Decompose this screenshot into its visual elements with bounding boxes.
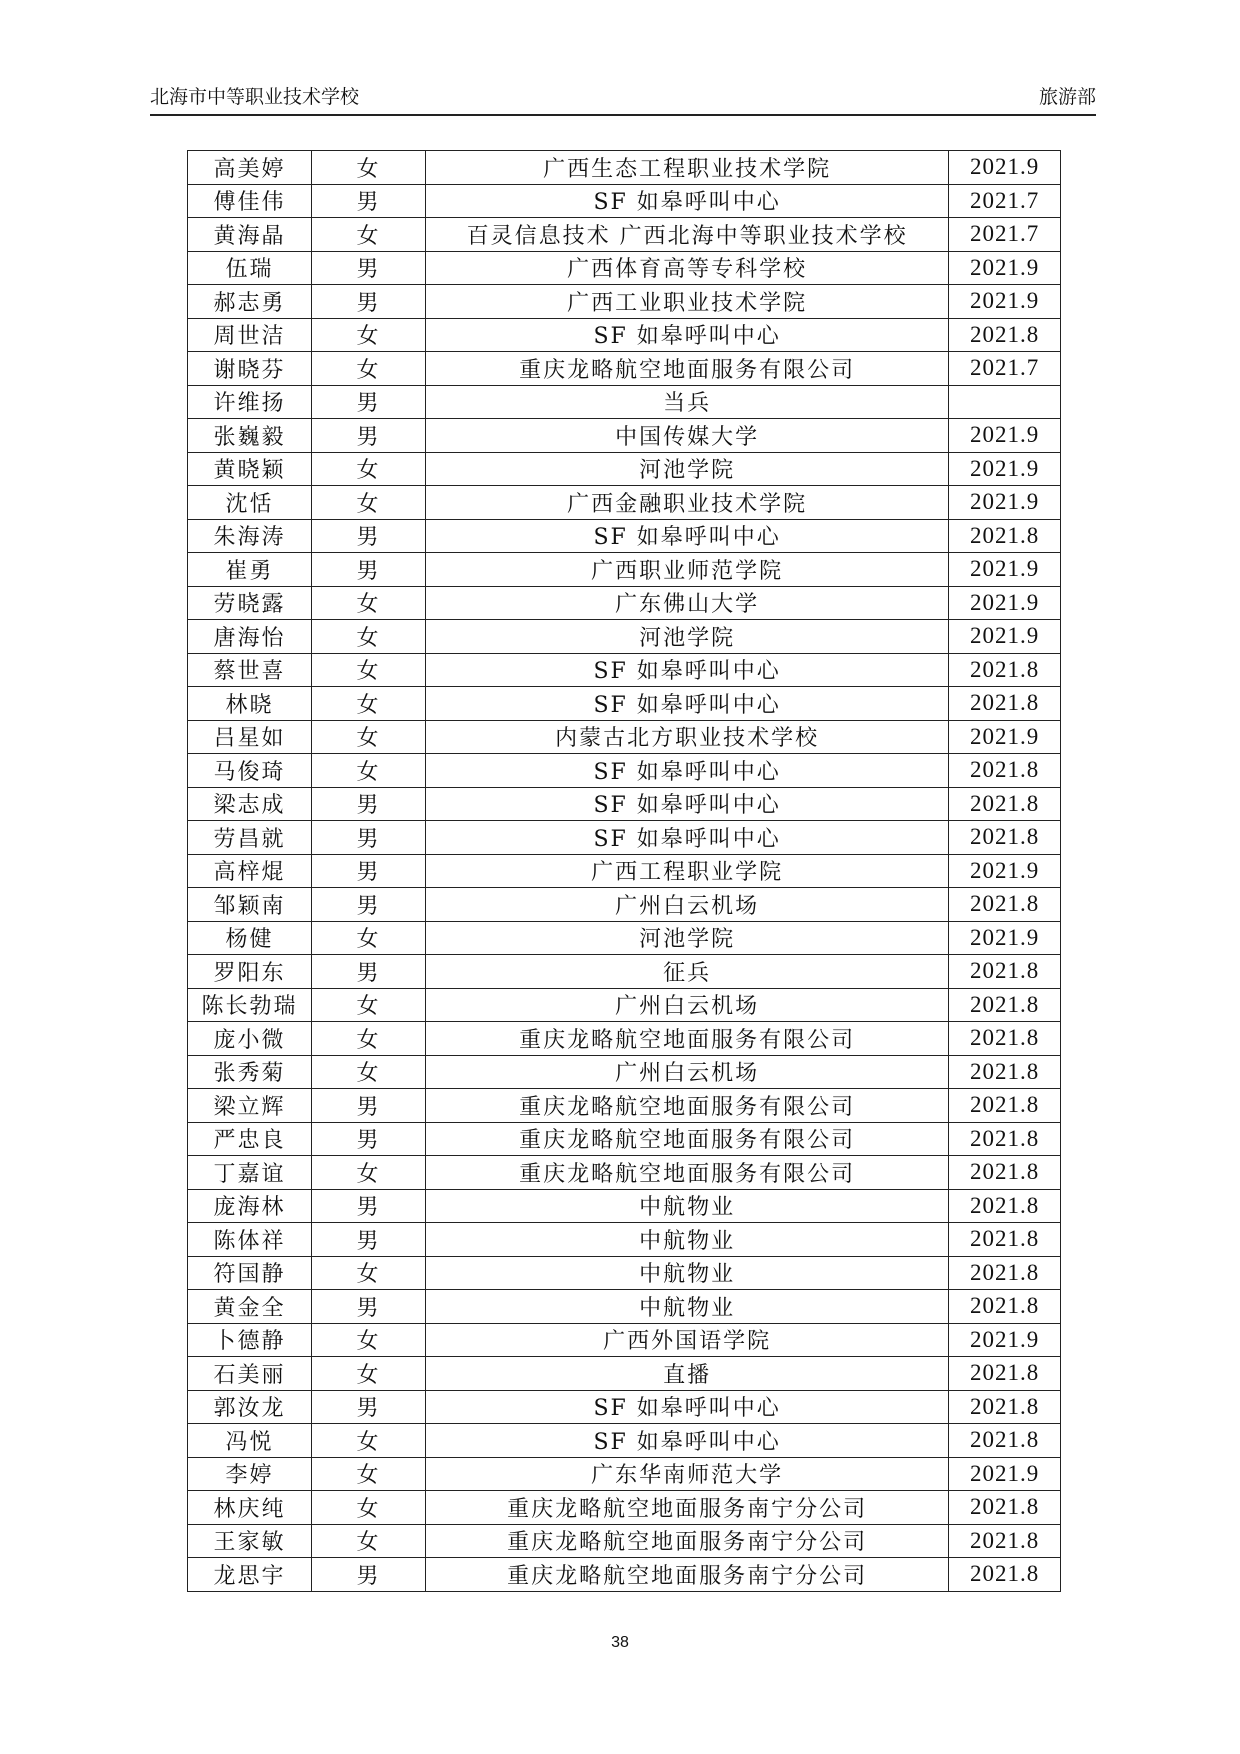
date-cell: 2021.9	[949, 553, 1061, 587]
table-row	[188, 1122, 1061, 1156]
date-cell: 2021.8	[949, 687, 1061, 721]
gender-cell: 女	[312, 1424, 426, 1458]
destination-cell: 中国传媒大学	[425, 419, 948, 453]
destination-cell: 广西工业职业技术学院	[425, 285, 948, 319]
table-row	[188, 352, 1061, 386]
date-cell: 2021.8	[949, 653, 1061, 687]
date-cell: 2021.8	[949, 955, 1061, 989]
table-row	[188, 1022, 1061, 1056]
table-row	[188, 787, 1061, 821]
date-cell: 2021.9	[949, 620, 1061, 654]
date-cell: 2021.8	[949, 787, 1061, 821]
gender-cell: 男	[312, 251, 426, 285]
date-cell: 2021.8	[949, 1189, 1061, 1223]
destination-cell: 征兵	[425, 955, 948, 989]
destination-cell: 河池学院	[425, 452, 948, 486]
destination-cell: 广东华南师范大学	[425, 1457, 948, 1491]
destination-cell: 广西生态工程职业技术学院	[425, 151, 948, 185]
destination-cell: SF 如皋呼叫中心	[425, 519, 948, 553]
gender-cell: 女	[312, 720, 426, 754]
student-name-cell: 丁嘉谊	[188, 1156, 312, 1190]
student-name-cell: 罗阳东	[188, 955, 312, 989]
date-cell: 2021.8	[949, 1122, 1061, 1156]
date-cell: 2021.8	[949, 318, 1061, 352]
student-name-cell: 郭汝龙	[188, 1390, 312, 1424]
page-number: 38	[611, 1634, 629, 1651]
date-cell: 2021.9	[949, 854, 1061, 888]
gender-cell: 女	[312, 653, 426, 687]
gender-cell: 男	[312, 1558, 426, 1592]
table-row	[188, 586, 1061, 620]
date-cell	[949, 385, 1061, 419]
student-name-cell: 高梓焜	[188, 854, 312, 888]
date-cell: 2021.9	[949, 1323, 1061, 1357]
date-cell: 2021.7	[949, 184, 1061, 218]
table-row	[188, 720, 1061, 754]
table-row	[188, 318, 1061, 352]
student-name-cell: 吕星如	[188, 720, 312, 754]
student-name-cell: 黄晓颖	[188, 452, 312, 486]
date-cell: 2021.8	[949, 1558, 1061, 1592]
gender-cell: 女	[312, 1055, 426, 1089]
date-cell: 2021.8	[949, 1256, 1061, 1290]
gender-cell: 女	[312, 318, 426, 352]
student-name-cell: 许维扬	[188, 385, 312, 419]
destination-cell: 广州白云机场	[425, 1055, 948, 1089]
destination-cell: SF 如皋呼叫中心	[425, 1390, 948, 1424]
destination-cell: 广西体育高等专科学校	[425, 251, 948, 285]
student-name-cell: 庞海林	[188, 1189, 312, 1223]
gender-cell: 男	[312, 1390, 426, 1424]
student-name-cell: 冯悦	[188, 1424, 312, 1458]
gender-cell: 女	[312, 1022, 426, 1056]
date-cell: 2021.9	[949, 720, 1061, 754]
gender-cell: 女	[312, 151, 426, 185]
date-cell: 2021.8	[949, 821, 1061, 855]
destination-cell: 内蒙古北方职业技术学校	[425, 720, 948, 754]
table-row	[188, 218, 1061, 252]
table-row	[188, 1390, 1061, 1424]
table-row	[188, 519, 1061, 553]
table-row	[188, 1491, 1061, 1525]
gender-cell: 男	[312, 419, 426, 453]
student-name-cell: 石美丽	[188, 1357, 312, 1391]
date-cell: 2021.9	[949, 486, 1061, 520]
gender-cell: 男	[312, 519, 426, 553]
student-name-cell: 黄海晶	[188, 218, 312, 252]
gender-cell: 男	[312, 553, 426, 587]
destination-cell: SF 如皋呼叫中心	[425, 653, 948, 687]
table-row	[188, 285, 1061, 319]
destination-cell: SF 如皋呼叫中心	[425, 184, 948, 218]
table-row	[188, 251, 1061, 285]
gender-cell: 女	[312, 1491, 426, 1525]
student-name-cell: 黄金全	[188, 1290, 312, 1324]
date-cell: 2021.9	[949, 452, 1061, 486]
destination-cell: SF 如皋呼叫中心	[425, 787, 948, 821]
student-name-cell: 傅佳伟	[188, 184, 312, 218]
table-row	[188, 151, 1061, 185]
gender-cell: 女	[312, 1357, 426, 1391]
date-cell: 2021.7	[949, 218, 1061, 252]
student-name-cell: 梁立辉	[188, 1089, 312, 1123]
table-row	[188, 888, 1061, 922]
gender-cell: 男	[312, 184, 426, 218]
table-row	[188, 1457, 1061, 1491]
student-name-cell: 邹颖南	[188, 888, 312, 922]
table-row	[188, 955, 1061, 989]
date-cell: 2021.8	[949, 1390, 1061, 1424]
table-row	[188, 1323, 1061, 1357]
date-cell: 2021.8	[949, 1424, 1061, 1458]
gender-cell: 男	[312, 1089, 426, 1123]
destination-cell: 河池学院	[425, 620, 948, 654]
gender-cell: 男	[312, 1290, 426, 1324]
date-cell: 2021.9	[949, 586, 1061, 620]
table-row	[188, 1524, 1061, 1558]
date-cell: 2021.8	[949, 1491, 1061, 1525]
gender-cell: 女	[312, 1323, 426, 1357]
table-row	[188, 1223, 1061, 1257]
destination-cell: 重庆龙略航空地面服务南宁分公司	[425, 1558, 948, 1592]
student-name-cell: 李婷	[188, 1457, 312, 1491]
destination-cell: 重庆龙略航空地面服务有限公司	[425, 1156, 948, 1190]
table-row	[188, 1089, 1061, 1123]
destination-cell: SF 如皋呼叫中心	[425, 754, 948, 788]
table-row	[188, 1055, 1061, 1089]
destination-cell: 广西职业师范学院	[425, 553, 948, 587]
date-cell: 2021.8	[949, 519, 1061, 553]
roster-table	[187, 150, 1061, 1592]
destination-cell: 广州白云机场	[425, 988, 948, 1022]
table-row	[188, 687, 1061, 721]
table-row	[188, 1424, 1061, 1458]
table-row	[188, 1357, 1061, 1391]
student-name-cell: 陈体祥	[188, 1223, 312, 1257]
table-row	[188, 754, 1061, 788]
destination-cell: 直播	[425, 1357, 948, 1391]
student-name-cell: 卜德静	[188, 1323, 312, 1357]
student-name-cell: 伍瑞	[188, 251, 312, 285]
student-name-cell: 林晓	[188, 687, 312, 721]
destination-cell: 中航物业	[425, 1189, 948, 1223]
student-name-cell: 蔡世喜	[188, 653, 312, 687]
student-name-cell: 高美婷	[188, 151, 312, 185]
table-row	[188, 1256, 1061, 1290]
table-row	[188, 1156, 1061, 1190]
gender-cell: 女	[312, 586, 426, 620]
destination-cell: 中航物业	[425, 1223, 948, 1257]
student-name-cell: 朱海涛	[188, 519, 312, 553]
table-row	[188, 988, 1061, 1022]
student-name-cell: 劳昌就	[188, 821, 312, 855]
date-cell: 2021.9	[949, 285, 1061, 319]
roster-body	[188, 151, 1061, 1592]
date-cell: 2021.9	[949, 419, 1061, 453]
student-name-cell: 龙思宇	[188, 1558, 312, 1592]
gender-cell: 女	[312, 218, 426, 252]
student-name-cell: 郝志勇	[188, 285, 312, 319]
table-row	[188, 821, 1061, 855]
page-header	[150, 84, 1096, 116]
gender-cell: 女	[312, 754, 426, 788]
destination-cell: 广西金融职业技术学院	[425, 486, 948, 520]
date-cell: 2021.9	[949, 251, 1061, 285]
student-name-cell: 严忠良	[188, 1122, 312, 1156]
table-row	[188, 854, 1061, 888]
destination-cell: 重庆龙略航空地面服务南宁分公司	[425, 1491, 948, 1525]
date-cell: 2021.8	[949, 1022, 1061, 1056]
destination-cell: SF 如皋呼叫中心	[425, 1424, 948, 1458]
gender-cell: 女	[312, 620, 426, 654]
table-row	[188, 553, 1061, 587]
department-name: 旅游部	[1038, 86, 1096, 108]
table-row	[188, 452, 1061, 486]
gender-cell: 女	[312, 1457, 426, 1491]
destination-cell: 中航物业	[425, 1290, 948, 1324]
date-cell: 2021.8	[949, 754, 1061, 788]
student-name-cell: 周世洁	[188, 318, 312, 352]
table-row	[188, 419, 1061, 453]
student-name-cell: 符国静	[188, 1256, 312, 1290]
table-row	[188, 1189, 1061, 1223]
gender-cell: 女	[312, 352, 426, 386]
student-name-cell: 庞小微	[188, 1022, 312, 1056]
gender-cell: 女	[312, 921, 426, 955]
date-cell: 2021.9	[949, 1457, 1061, 1491]
gender-cell: 男	[312, 888, 426, 922]
destination-cell: 重庆龙略航空地面服务有限公司	[425, 1022, 948, 1056]
gender-cell: 男	[312, 821, 426, 855]
gender-cell: 女	[312, 1256, 426, 1290]
date-cell: 2021.7	[949, 352, 1061, 386]
date-cell: 2021.8	[949, 1357, 1061, 1391]
destination-cell: 重庆龙略航空地面服务南宁分公司	[425, 1524, 948, 1558]
student-name-cell: 陈长勃瑞	[188, 988, 312, 1022]
student-name-cell: 张巍毅	[188, 419, 312, 453]
gender-cell: 男	[312, 1189, 426, 1223]
destination-cell: SF 如皋呼叫中心	[425, 318, 948, 352]
gender-cell: 男	[312, 854, 426, 888]
student-name-cell: 沈恬	[188, 486, 312, 520]
date-cell: 2021.8	[949, 1223, 1061, 1257]
gender-cell: 女	[312, 486, 426, 520]
student-name-cell: 劳晓露	[188, 586, 312, 620]
table-row	[188, 486, 1061, 520]
school-name: 北海市中等职业技术学校	[150, 86, 360, 108]
date-cell: 2021.8	[949, 1089, 1061, 1123]
date-cell: 2021.9	[949, 921, 1061, 955]
destination-cell: 广西工程职业学院	[425, 854, 948, 888]
destination-cell: 中航物业	[425, 1256, 948, 1290]
gender-cell: 男	[312, 1122, 426, 1156]
gender-cell: 女	[312, 1156, 426, 1190]
student-name-cell: 张秀菊	[188, 1055, 312, 1089]
table-row	[188, 653, 1061, 687]
table-row	[188, 1558, 1061, 1592]
date-cell: 2021.8	[949, 1156, 1061, 1190]
table-row	[188, 385, 1061, 419]
destination-cell: 当兵	[425, 385, 948, 419]
gender-cell: 男	[312, 955, 426, 989]
gender-cell: 女	[312, 687, 426, 721]
gender-cell: 男	[312, 385, 426, 419]
table-row	[188, 1290, 1061, 1324]
student-name-cell: 梁志成	[188, 787, 312, 821]
date-cell: 2021.9	[949, 151, 1061, 185]
table-row	[188, 921, 1061, 955]
gender-cell: 男	[312, 787, 426, 821]
destination-cell: 重庆龙略航空地面服务有限公司	[425, 352, 948, 386]
gender-cell: 男	[312, 285, 426, 319]
table-row	[188, 620, 1061, 654]
student-name-cell: 崔勇	[188, 553, 312, 587]
destination-cell: 重庆龙略航空地面服务有限公司	[425, 1122, 948, 1156]
student-name-cell: 谢晓芬	[188, 352, 312, 386]
destination-cell: SF 如皋呼叫中心	[425, 821, 948, 855]
gender-cell: 女	[312, 988, 426, 1022]
table-row	[188, 184, 1061, 218]
destination-cell: 广东佛山大学	[425, 586, 948, 620]
destination-cell: 河池学院	[425, 921, 948, 955]
gender-cell: 女	[312, 452, 426, 486]
gender-cell: 女	[312, 1524, 426, 1558]
destination-cell: 重庆龙略航空地面服务有限公司	[425, 1089, 948, 1123]
student-name-cell: 林庆纯	[188, 1491, 312, 1525]
date-cell: 2021.8	[949, 1055, 1061, 1089]
student-name-cell: 王家敏	[188, 1524, 312, 1558]
destination-cell: 百灵信息技术 广西北海中等职业技术学校	[425, 218, 948, 252]
destination-cell: 广西外国语学院	[425, 1323, 948, 1357]
destination-cell: SF 如皋呼叫中心	[425, 687, 948, 721]
student-name-cell: 马俊琦	[188, 754, 312, 788]
gender-cell: 男	[312, 1223, 426, 1257]
date-cell: 2021.8	[949, 888, 1061, 922]
destination-cell: 广州白云机场	[425, 888, 948, 922]
date-cell: 2021.8	[949, 1524, 1061, 1558]
date-cell: 2021.8	[949, 988, 1061, 1022]
date-cell: 2021.8	[949, 1290, 1061, 1324]
student-name-cell: 杨健	[188, 921, 312, 955]
student-name-cell: 唐海怡	[188, 620, 312, 654]
